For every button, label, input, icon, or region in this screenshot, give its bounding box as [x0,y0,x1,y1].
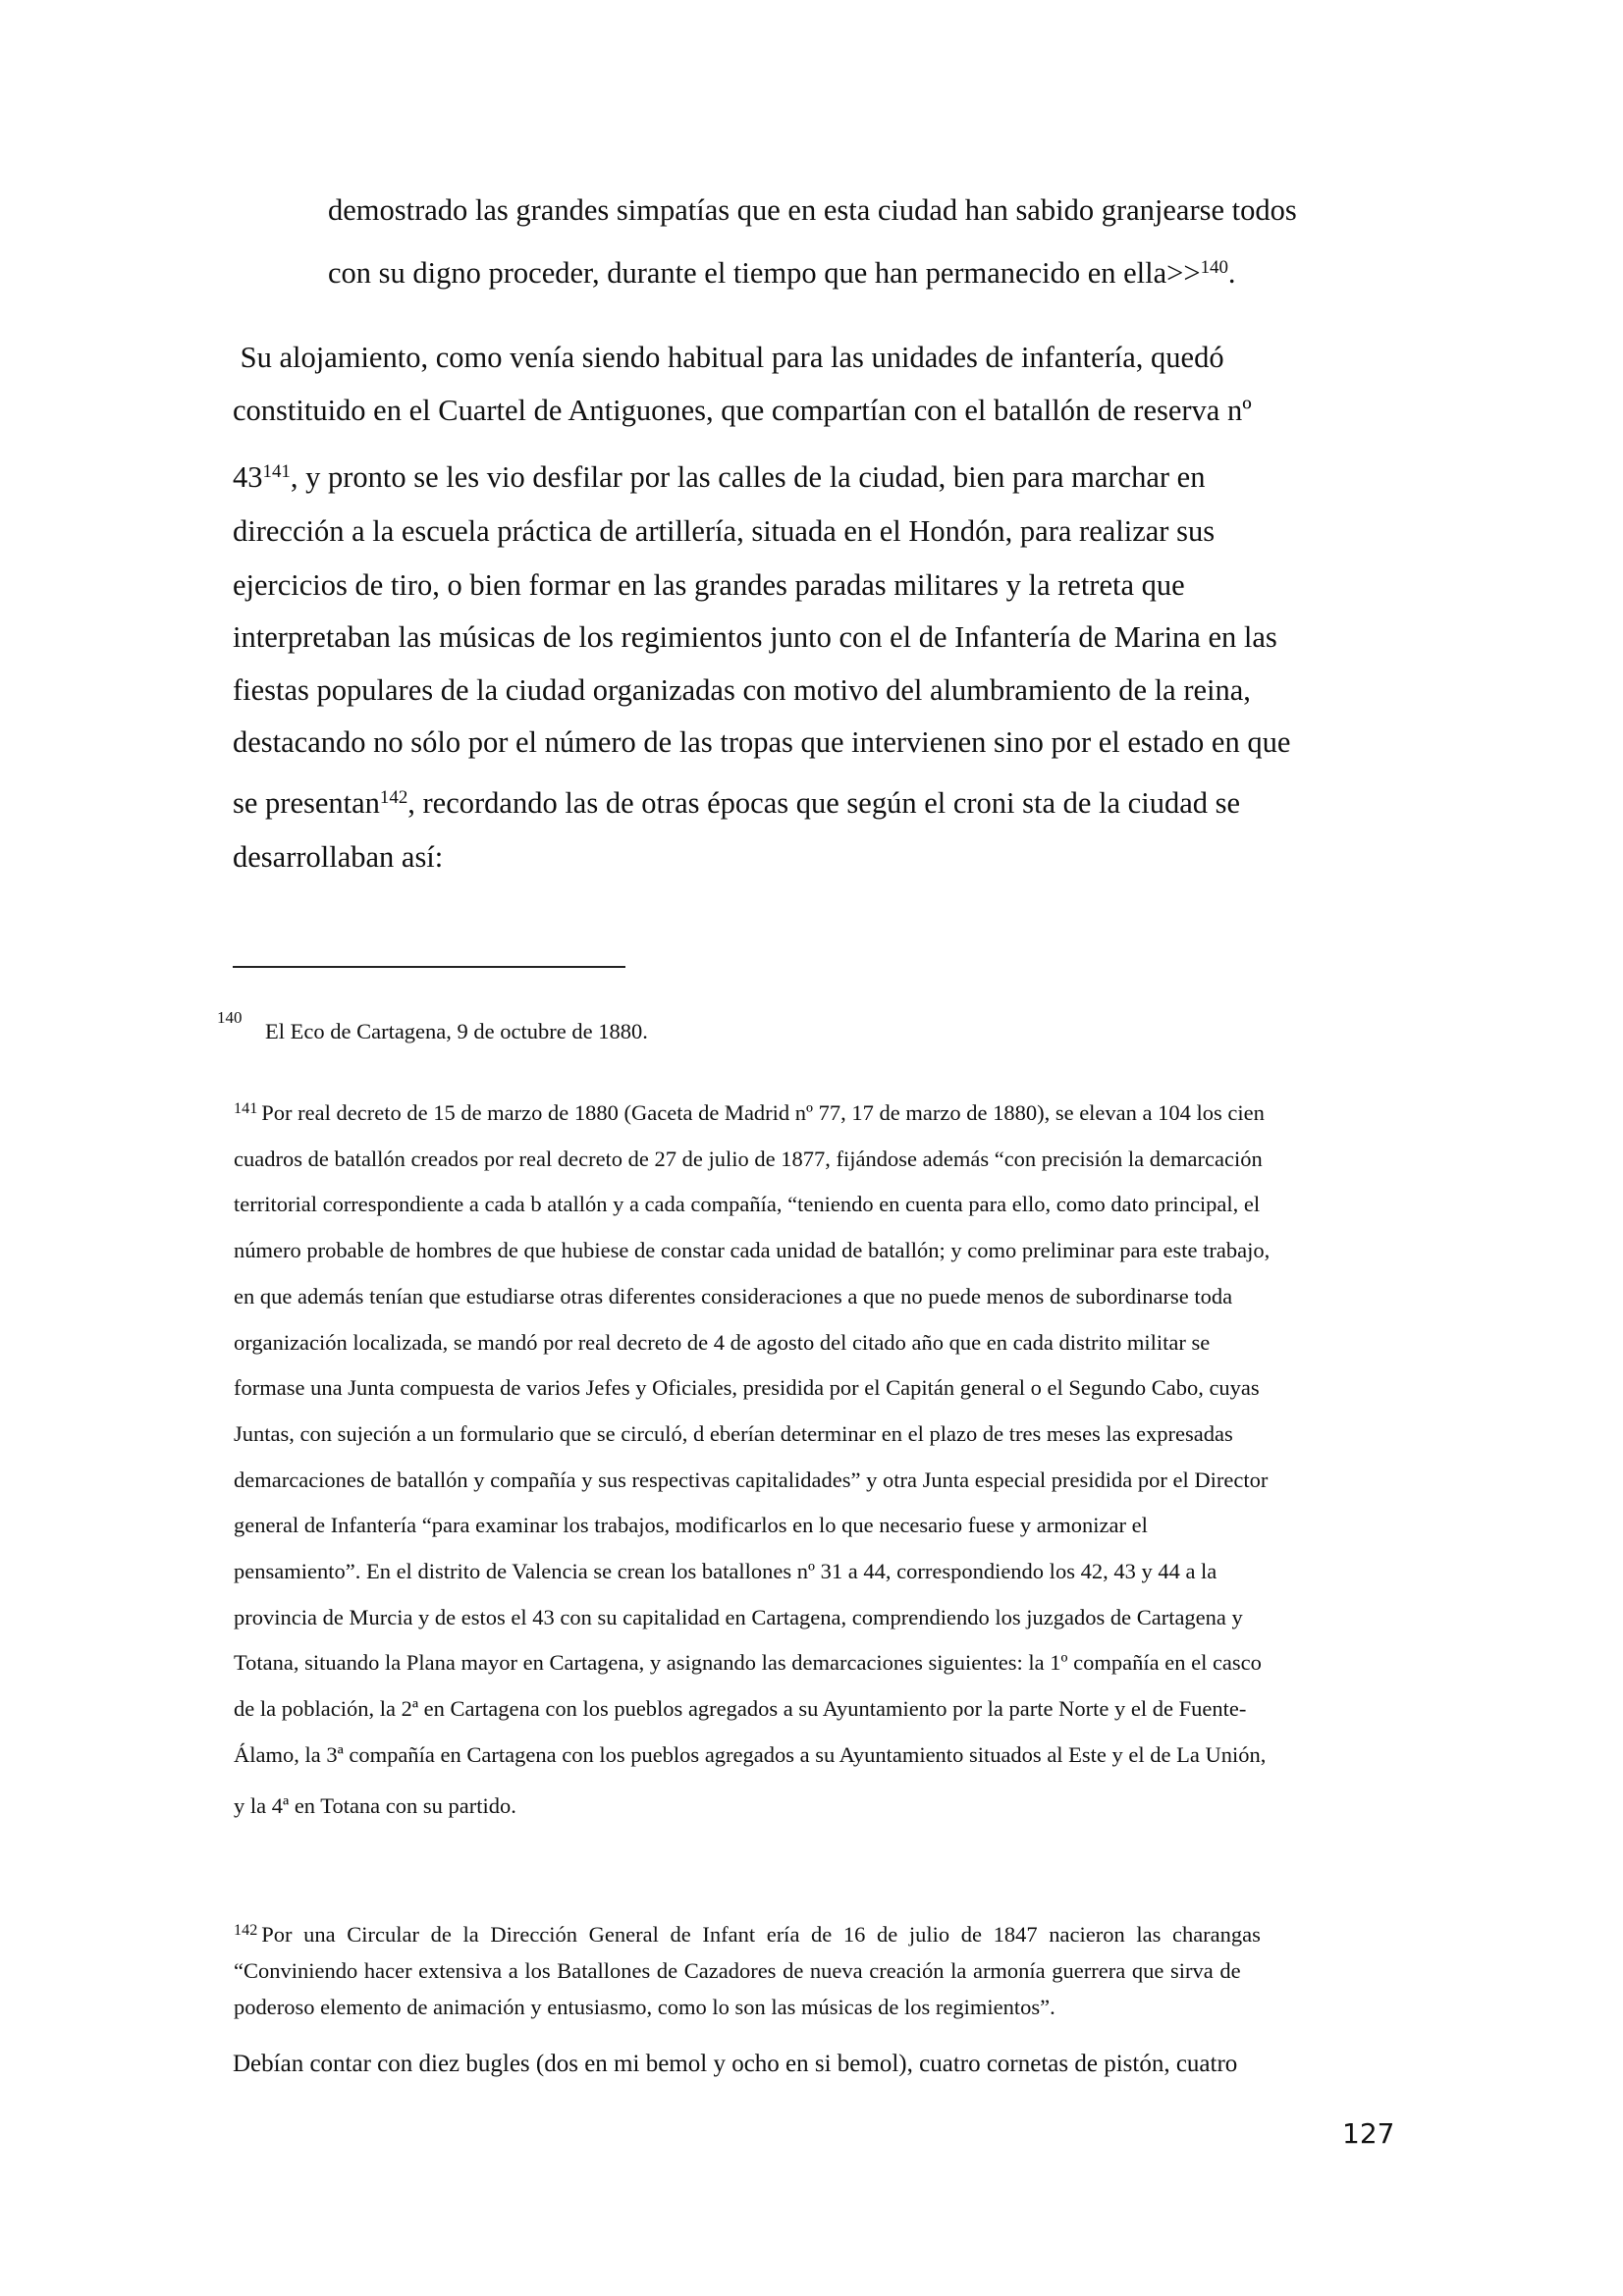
footnote-141-line-2: cuadros de batallón creados por real decreto de 27 de julio de 1877, fijándose además “con precisión la demarcación [234,1147,1263,1171]
footnote-141-line-12: provincia de Murcia y de estos el 43 con su capitalidad en Cartagena, comprendiendo los juzgados de Cartagena y [234,1605,1243,1629]
footnote-142-line-1 [234,1920,1378,1947]
footnote-141-line-7: formase una Junta compuesta de varios Jefes y Oficiales, presidida por el Capitán general o el Segundo Cabo, cuyas [234,1375,1260,1400]
footnote-ref-141[interactable]: 141 [262,460,291,482]
footnote-140-text: El Eco de Cartagena, 9 de octubre de 1880. [265,1019,648,1043]
footnote-141-line-14: de la población, la 2ª en Cartagena con los pueblos agregados a su Ayuntamiento por la parte Norte y el de Fuente- [234,1696,1247,1721]
paragraph-line-6: interpretaban las músicas de los regimientos junto con el de Infantería de Marina en las [233,620,1277,654]
paragraph-line-7: fiestas populares de la ciudad organizadas con motivo del alumbramiento de la reina, [233,673,1251,707]
paragraph-line-9-a: se presentan [233,786,380,820]
footnote-142-line-1-text: Por una Circular de la Dirección General de Infant ería de 16 de julio de 1847 nacieron las charangas [261,1922,1261,1947]
paragraph-line-4: dirección a la escuela práctica de artillería, situada en el Hondón, para realizar sus [233,514,1216,548]
footnote-141-line-1-text: Por real decreto de 15 de marzo de 1880 (Gaceta de Madrid nº 77, 17 de marzo de 1880), se elevan a 104 los cien [261,1100,1265,1125]
paragraph-line-10: desarrollaban así: [233,840,444,874]
footnote-141-line-8: Juntas, con sujeción a un formulario que se circuló, d eberían determinar en el plazo de tres meses las expresadas [234,1421,1233,1446]
paragraph-line-3-a: 43 [233,460,263,494]
footnote-142-line-3: poderoso elemento de animación y entusiasmo, como lo son las músicas de los regimientos”. [234,1995,1055,2019]
paragraph-line-9 [233,788,1240,819]
page-number: 127 [1342,2117,1395,2150]
footnote-141-line-3: territorial correspondiente a cada b atallón y a cada compañía, “teniendo en cuenta para ello, como dato principal, el [234,1192,1261,1216]
footnote-142-line-4: Debían contar con diez bugles (dos en mi bemol y ocho en si bemol), cuatro cornetas de pistón, cuatro [233,2051,1238,2077]
paragraph-line-9-b: , recordando las de otras épocas que según el croni sta de la ciudad se [407,786,1241,820]
quote-line-2-text: con su digno proceder, durante el tiempo que han permanecido en ella>> [328,256,1201,290]
footnote-142-number: 142 [234,1920,258,1939]
quote-end-punct: . [1227,256,1236,290]
footnote-140-number: 140 [217,1008,243,1027]
footnote-141-line-13: Totana, situando la Plana mayor en Cartagena, y asignando las demarcaciones siguientes: la 1º compañía en el casco [234,1650,1262,1675]
paragraph-line-8: destacando no sólo por el número de las tropas que intervienen sino por el estado en que [233,725,1291,759]
paragraph-line-1: Su alojamiento, como venía siendo habitual para las unidades de infantería, quedó [233,341,1224,374]
footnote-141-line-10: general de Infantería “para examinar los trabajos, modificarlos en lo que necesario fuese y armonizar el [234,1513,1148,1537]
footnote-141-line-9: demarcaciones de batallón y compañía y sus respectivas capitalidades” y otra Junta especial presidida por el Director [234,1468,1269,1492]
footnote-141-line-16: y la 4ª en Totana con su partido. [234,1793,516,1818]
paragraph-line-3-b: , y pronto se les vio desfilar por las calles de la ciudad, bien para marchar en [290,460,1206,494]
quote-line-1: demostrado las grandes simpatías que en esta ciudad han sabido granjearse todos [328,193,1297,227]
footnote-separator [233,966,625,968]
quote-line-2 [328,258,1236,289]
paragraph-line-2: constituido en el Cuartel de Antiguones, que compartían con el batallón de reserva nº [233,394,1252,427]
footnote-141-line-4: número probable de hombres de que hubiese de constar cada unidad de batallón; y como preliminar para este trabajo, [234,1238,1271,1262]
footnote-141-line-5: en que además tenían que estudiarse otras diferentes consideraciones a que no puede menos de subordinarse toda [234,1284,1233,1308]
footnote-141-line-6: organización localizada, se mandó por real decreto de 4 de agosto del citado año que en cada distrito militar se [234,1330,1211,1355]
footnote-142-line-2: “Conviniendo hacer extensiva a los Batallones de Cazadores de nueva creación la armonía guerrera que sirva de [234,1958,1241,1983]
footnote-141-line-15: Álamo, la 3ª compañía en Cartagena con los pueblos agregados a su Ayuntamiento situados al Este y el de La Unión, [234,1742,1267,1767]
paragraph-line-5: ejercicios de tiro, o bien formar en las grandes paradas militares y la retreta que [233,568,1185,602]
footnote-141-line-11: pensamiento”. En el distrito de Valencia se crean los batallones nº 31 a 44, correspondiendo los 42, 43 y 44 a la [234,1559,1217,1583]
footnote-ref-142[interactable]: 142 [379,786,408,808]
footnote-ref-140[interactable]: 140 [1200,256,1228,278]
footnote-141-line-1 [234,1098,1265,1125]
paragraph-line-3 [233,462,1205,493]
footnote-141-number: 141 [234,1098,258,1117]
